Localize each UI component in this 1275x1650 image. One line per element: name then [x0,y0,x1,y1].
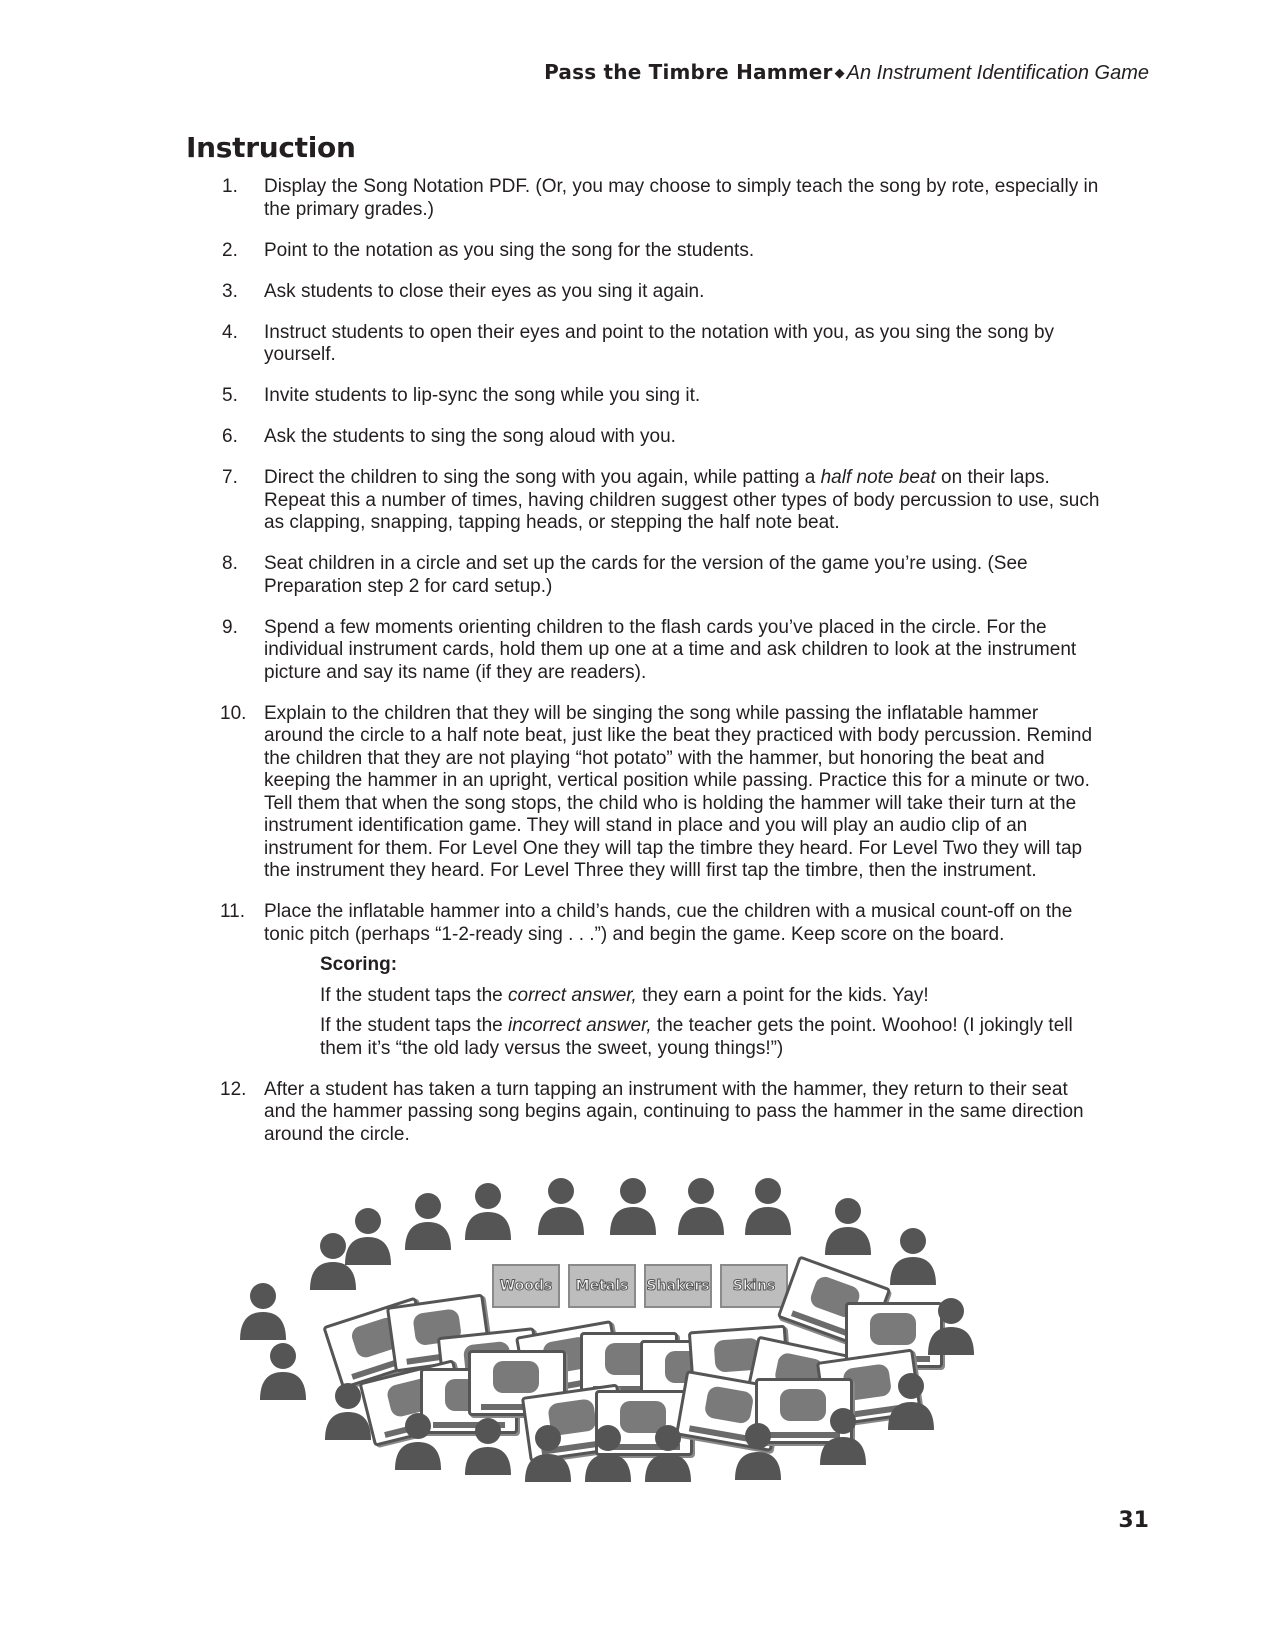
child-silhouette-icon [610,1175,656,1235]
list-item: 3. Ask students to close their eyes as you sing it again. [222,280,705,302]
scoring-heading: Scoring: [320,954,398,975]
game-circle-illustration [240,1210,1040,1520]
child-silhouette-icon [890,1225,936,1285]
instruction-list [222,176,1102,1165]
page-number: 31 [1118,1508,1149,1533]
list-item: 5. Invite students to lip-sync the song while you sing it. [222,385,701,406]
timbre-card-woods: Woods [492,1264,560,1308]
child-silhouette-icon [405,1190,451,1250]
list-item: 10. Explain to the children that they will be singing the song while passing the inflatable hammer around the circle to a half note beat, just like the beat they practiced with body percussion. Remind the children that they are not playing “hot potato” with the hammer, but honoring the beat and keeping the hammer in an upright, vertical position while passing. Practice this for a minute or two. Tell them that when the song stops, the child who is holding the hammer will take their turn at the instrument identification game. They will stand in place and you will play an audio clip of an instrument for them. For Level One they will tap the timbre they heard. For Level Two they will tap the instrument they heard. For Level Three they willl first tap the timbre, then the instrument. [220,702,1093,881]
timbre-card-shakers: Shakers [644,1264,712,1308]
list-item: 2. Point to the notation as you sing the song for the students. [222,239,755,261]
list-item: 7. Direct the children to sing the song with you again, while patting a half note beat on their laps. Repeat this a number of times, having children suggest other types of body percussion to use, such as clapping, snapping, tapping heads, or stepping the half note beat. [222,467,1100,533]
diamond-separator-icon: ◆ [834,65,845,80]
list-item: 9. Spend a few moments orienting children to the flash cards you’ve placed in the circle. For the individual instrument cards, hold them up one at a time and ask children to look at the instrument picture and say its name (if they are readers). [222,616,1077,683]
running-header [544,60,1149,85]
child-silhouette-icon [325,1380,371,1440]
list-item: 8. Seat children in a circle and set up the cards for the version of the game you’re using. (See Preparation step 2 for card setup.) [222,553,1028,597]
list-item: 6. Ask the students to sing the song aloud with you. [222,426,676,447]
child-silhouette-icon [735,1420,781,1480]
child-silhouette-icon [585,1422,631,1482]
child-silhouette-icon [645,1422,691,1482]
child-silhouette-icon [538,1175,584,1235]
header-title: Pass the Timbre Hammer [544,60,833,84]
child-silhouette-icon [928,1295,974,1355]
scoring-incorrect: If the student taps the incorrect answer, the teacher gets the point. Woohoo! (I jokingly tell them it’s “the old lady versus the sweet, young things!”) [320,1015,1073,1059]
child-silhouette-icon [465,1180,511,1240]
child-silhouette-icon [240,1280,286,1340]
child-silhouette-icon [820,1405,866,1465]
child-silhouette-icon [678,1175,724,1235]
section-title: Instruction [186,131,356,164]
scoring-block [320,954,1102,1060]
timbre-card-metals: Metals [568,1264,636,1308]
child-silhouette-icon [260,1340,306,1400]
list-item: 11. Place the inflatable hammer into a child’s hands, cue the children with a musical count-off on the tonic pitch (perhaps “1-2-ready sing . . .”) and begin the game. Keep score on the board. Scoring: If the student taps the correct answer, they earn a point for the kids. Yay! If the student taps the incorrect answer, the teacher gets the point. Woohoo! (I jokingly tell them it’s “the old lady versus the sweet, young things!”) [222,901,1102,1060]
child-silhouette-icon [525,1422,571,1482]
list-item: 1. Display the Song Notation PDF. (Or, you may choose to simply teach the song by rote, especially in the primary grades.) [222,176,1099,220]
child-silhouette-icon [745,1175,791,1235]
header-subtitle: An Instrument Identification Game [846,62,1149,84]
timbre-card-skins: Skins [720,1264,788,1308]
child-silhouette-icon [395,1410,441,1470]
scoring-correct: If the student taps the correct answer, they earn a point for the kids. Yay! [320,984,929,1006]
child-silhouette-icon [465,1415,511,1475]
child-silhouette-icon [345,1205,391,1265]
child-silhouette-icon [825,1195,871,1255]
list-item: 4. Instruct students to open their eyes and point to the notation with you, as you sing the song by yourself. [222,321,1055,365]
child-silhouette-icon [888,1370,934,1430]
list-item: 12. After a student has taken a turn tapping an instrument with the hammer, they return to their seat and the hammer passing song begins again, continuing to pass the hammer in the same direction around the circle. [220,1078,1084,1145]
